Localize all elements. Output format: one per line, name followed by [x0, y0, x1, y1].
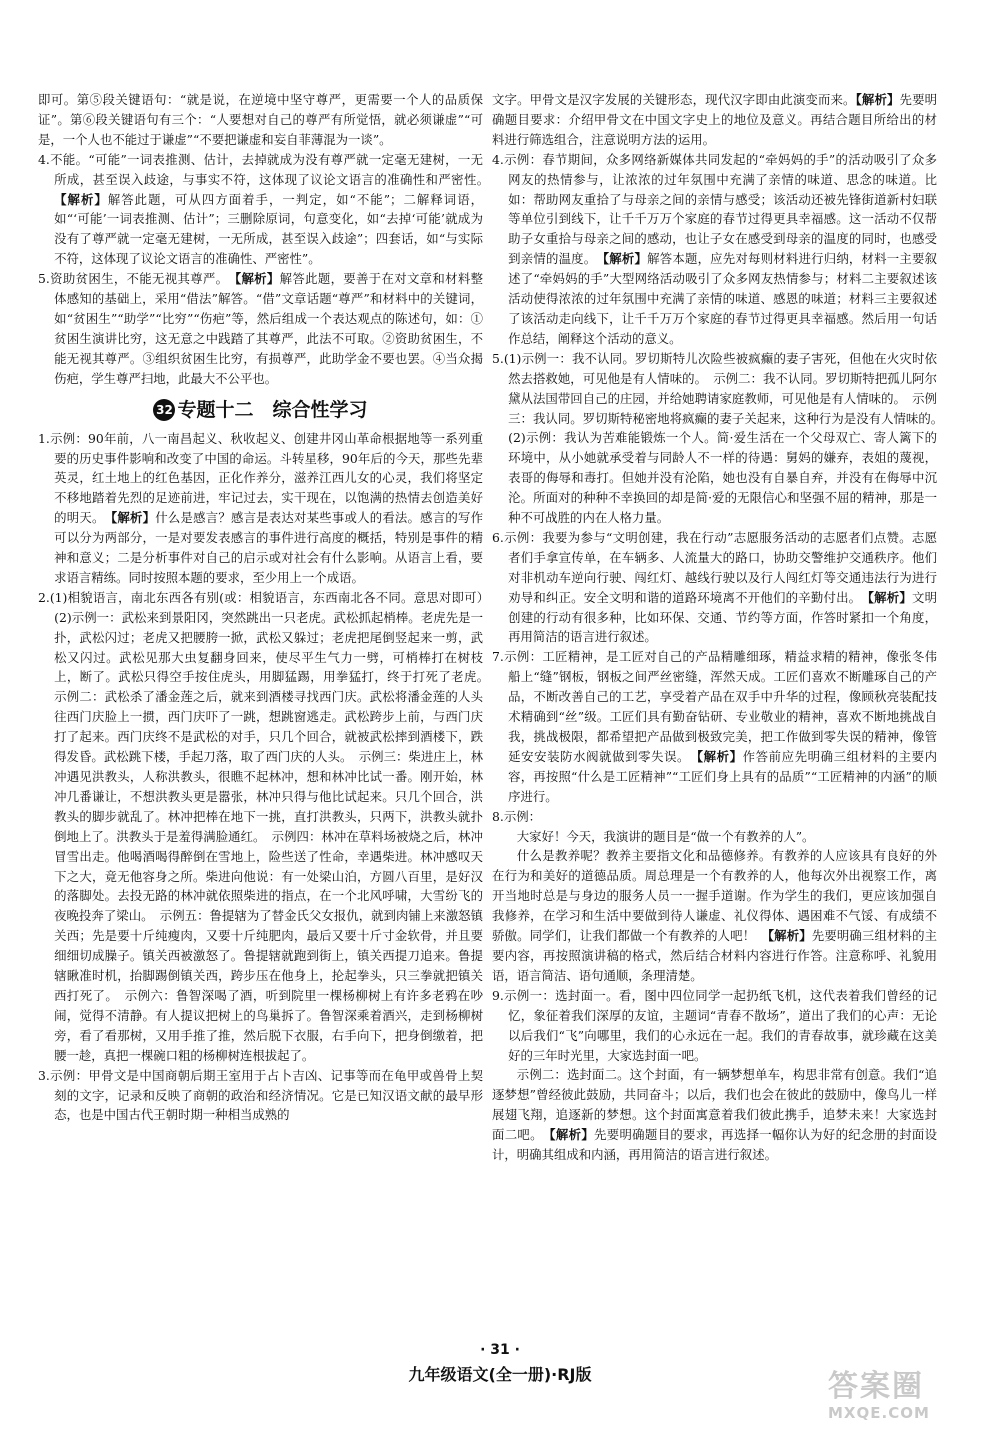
answer-item-3	[38, 1066, 483, 1126]
answer-text: 什么是教养呢？教养主要指文化和品德修养。有教养的人应该具有良好的外在行为和美好的道德品质。周总理是一个有教养的人，他每次外出视察工作，离开当地时总是与身边的服务人员一一握手道谢。作为学生的我们，更应该加强自我修养，在学习和生活中要做到待人谦虚、礼仪得体、遇困难不气馁、有成绩不骄傲。同学们，让我们都做一个有教养的人吧！	[492, 848, 937, 944]
item-number: 4.	[38, 151, 50, 167]
item-number: 2.	[38, 589, 50, 605]
answer-text: 示例：甲骨文是中国商朝后期王室用于占卜吉凶、记事等而在龟甲或兽骨上契刻的文字，记录和反映了商朝的政治和经济情况。它是已知汉语文献的最早形态，也是中国古代王朝时期一种相当成熟的	[49, 1067, 483, 1123]
watermark-text: 答案圈	[828, 1369, 924, 1404]
section-number-badge: 32	[153, 399, 175, 421]
analysis-text: 先要明确题目的要求，再选择一幅你认为好的纪念册的封面设计，明确其组成和内涵，再用简洁的语言进行叙述。	[492, 1127, 937, 1163]
analysis-text: 什么是感言？感言是表达对某些事或人的看法。感言的写作可以分为两部分，一是对要发表感言的事件进行高度的概括，特别是事件的精神和意义；二是分析事件对自己的启示或对社会有什么影响。从语言上看，要求语言精练。同时按照本题的要求，至少用上一个成语。	[54, 510, 484, 585]
analysis-label: 【解析】	[855, 92, 900, 107]
analysis-text: 解答此题，可从四方面着手，一判定，如“不能”；二解释词语，如“‘可能’一词表推测、估计”；三删除原词，句意变化，如“去掉‘可能’就成为没有了尊严就一定毫无建树，一无所成，甚至误入歧途”；四套话，如“与实际不符，这体现了议论文语言的准确性、严密性”。	[54, 191, 484, 267]
item-number: 8.	[492, 808, 504, 824]
item-number: 5.	[492, 350, 504, 366]
answer-continuation: 即可。第⑤段关键语句：“就是说，在逆境中坚守尊严，更需要一个人的品质保证”。第⑥段关键语句有三个：“人要想对自己的尊严有所觉悟，就必须谦虚”“可是，一个人也不能过于谦虚”“不要把谦虚和妄自菲薄混为一谈”。	[38, 92, 483, 147]
answer-item-2	[38, 588, 496, 1066]
analysis-label: 【解析】	[602, 251, 648, 267]
speech-paragraph: 大家好！今天，我演讲的题目是“做一个有教养的人”。	[516, 828, 815, 844]
analysis-label: 【解析】	[867, 589, 912, 605]
answer-item-6	[492, 528, 937, 647]
analysis-text: 先要明确三组材料的主要内容，再按照演讲稿的格式，然后结合材料内容进行作答。注意称呼、礼貌用语，语言简洁、语句通顺，条理清楚。	[492, 928, 938, 983]
answer-paragraph	[492, 1065, 937, 1165]
answer-text: 示例：我要为参与“文明创建，我在行动”志愿服务活动的志愿者们点赞。志愿者们手拿宣传单，在车辆多、人流量大的路口，协助交警维护交通秩序。他们对非机动车逆向行驶、闯红灯、越线行驶以及行人闯红灯等交通违法行为进行劝导和纠正。安全文明和谐的道路环境离不开他们的辛勤付出。	[503, 529, 937, 605]
answer-text: 示例一：选封面一。看，图中四位同学一起扔纸飞机，这代表着我们曾经的记忆，象征着我们深厚的友谊，主题词“青春不散场”，道出了我们的心声：无论以后我们“飞”向哪里，我们的心永远在一起。我们的青春故事，就珍藏在这美好的三年时光里，大家选封面一吧。	[503, 987, 937, 1063]
answer-item-5	[492, 349, 950, 528]
analysis-text: 解答本题，应先对每则材料进行归纳，材料一主要叙述了“牵妈妈的手”大型网络活动吸引了众多网友热情参与；材料二主要叙述该活动使得浓浓的过年氛围中充满了亲情的味道、感恩的味道；材料三主要叙述了该活动走向线下，让千千万万个家庭的春节过得更具幸福感。然后用一句话作总结，阐释这个活动的意义。	[508, 251, 938, 346]
answer-text: 示例：90年前，八一南昌起义、秋收起义、创建井冈山革命根据地等一系列重要的历史事件影响和改变了中国的命运。斗转星移，90年后的今天，那些先辈英灵，红土地上的红色基因，正化作养分，滋养江西儿女的心灵，我们将坚定不移地踏着先烈的足迹前进，牢记过去，实干现在，以饱满的热情去创造美好的明天。	[49, 430, 483, 526]
analysis-text: 解答此题，要善于在对文章和材料整体感知的基础上，采用“借法”解答。“借”文章话题“尊严”和材料中的关键词，如“贫困生”“助学”“比穷”“伤疤”等，然后组成一个表达观点的陈述句，如：①贫困生演讲比穷，这无意之中践踏了其尊严，此法不可取。②资助贫困生，不能无视其尊严。③组织贫困生比穷，有损尊严，此助学金不要也罢。④当众揭伤疤，学生尊严扫地，此最大不公平也。	[54, 271, 483, 386]
analysis-text: 作答前应先明确三组材料的主要内容，再按照“什么是工匠精神”“工匠们身上具有的品质”“工匠精神的内涵”的顺序进行。	[508, 748, 937, 804]
answer-text: (1)示例一：我不认同。罗切斯特儿次险些被疯癫的妻子害死，但他在火灾时依然去搭救她，可见他是有人情味的。 示例二：我不认同。罗切斯特把孤儿阿尔黛从法国带回自己的庄园，并给她聘请家庭教师，可见他是有人情味的。 示例三：我认同。罗切斯特秘密地将疯癫的妻子关起来，这种行为是没有人情味的。 (2)示例：我认为苦难能锻炼一个人。简·爱生活在一个父母双亡、寄人篱下的环境中，从小她就承受着与同龄人不一样的待遇：舅妈的嫌弃，表姐的蔑视，表哥的侮辱和毒打。但她并没有沦陷，她也没有自暴自弃，并没有在侮辱中沉沦。所面对的种种不幸换回的却是简·爱的无限信心和坚强不屈的精神，那是一种不可战胜的内在人格力量。	[503, 350, 950, 526]
speech-paragraph	[492, 846, 937, 985]
watermark-url: MXQE.COM	[828, 1404, 930, 1422]
item-number: 3.	[38, 1067, 50, 1083]
item-number: 4.	[492, 151, 504, 167]
analysis-label: 【解析】	[54, 191, 108, 207]
answer-text: (1)相貌语言，南北东西各有别(或：相貌语言，东西南北各不同。意思对即可） (2)示例一：武松来到景阳冈，突然跳出一只老虎。武松抓起梢棒。老虎先是一扑，武松闪过；老虎又把腰胯一掀，武松又躲过；老虎把尾倒竖起来一剪，武松又闪过。武松见那大虫复翻身回来，使尽平生气力一劈，可梢棒打在树枝上，断了。武松只得空手按住虎头，用脚猛踢，用拳猛打，终于打死了老虎。 示例二：武松杀了潘金莲之后，就来到酒楼寻找西门庆。武松将潘金莲的人头往西门庆脸上一掼，西门庆吓了一跳，想跳窗逃走。武松跨步上前，与西门庆打了起来。西门庆终不是武松的对手，只几个回合，就被武松摔到酒楼下，跌得发昏。武松跳下楼，手起刀落，取了西门庆的人头。 示例三：柴进庄上，林冲遇见洪教头，人称洪教头，很瞧不起林冲，想和林冲比试一番。刚开始，林冲几番谦让，不想洪教头更是嚣张，林冲只得与他比试起来。只几个回合，洪教头的脚步就乱了。林冲把棒在地下一挑，直打洪教头，只两下，洪教头就扑倒地上了。洪教头于是羞得满脸通红。 示例四：林冲在草料场被烧之后，林冲冒雪出走。他喝酒喝得醉倒在雪地上，险些送了性命，幸遇柴进。林冲感叹天下之大，竟无他容身之所。柴进向他说：有一处梁山泊，方圆八百里，是好汉的落脚处。去投无路的林冲就依照柴进的指点，在一个北风呼啸，大雪纷飞的夜晚投奔了梁山。 示例五：鲁提辖为了替金氏父女报仇，就到肉铺上来激怒镇关西；先是要十斤纯瘦肉，又要十斤纯肥肉，最后又要十斤寸金软骨，并且要细细切成臊子。镇关西被激怒了。鲁提辖就跑到街上，镇关西提刀追来。鲁提辖瞅准时机，抬脚踢倒镇关西，跨步压在他身上，抡起拳头，只三拳就把镇关西打死了。 示例六：鲁智深喝了酒，听到院里一棵杨柳树上有许多老鸦在吵闹，觉得不清静。有人提议把树上的鸟巢拆了。鲁智深乘着酒兴，走到杨柳树旁，看了看那树，又用手推了推，然后脱下衣服，右手向下，把身倒缴着，把腰一趁，真把一棵碗口粗的杨柳树连根拔起了。	[49, 589, 496, 1063]
analysis-label: 【解析】	[767, 928, 812, 944]
analysis-label: 【解析】	[111, 510, 156, 526]
answer-text: 文字。甲骨文是汉字发展的关键形态，现代汉字即由此演变而来。	[492, 92, 856, 107]
answer-item-4	[38, 150, 483, 269]
answer-text: 示例：春节期间，众多网络新媒体共同发起的“牵妈妈的手”的活动吸引了众多网友的热情参与，让浓浓的过年氛围中充满了亲情的味道、思念的味道。比如：帮助网友重拾了与母亲之间的亲情与感受；该活动还被先锋街道新村妇联等单位引到线下，让千千万万个家庭的春节过得更具幸福感。这一活动不仅帮助子女重拾与母亲之间的感动，也让子女在感受到母亲的温度的同时，也感受到亲情的温度。	[503, 151, 937, 267]
analysis-label: 【解析】	[234, 271, 280, 287]
item-number: 1.	[38, 430, 50, 446]
answer-text: 不能。“可能”一词表推测、估计，去掉就成为没有尊严就一定毫无建树，一无所成，甚至误入歧途，与事实不符，这体现了议论文语言的准确性和严密性。	[49, 151, 483, 187]
item-number: 9.	[492, 987, 504, 1003]
section-title: 专题十二 综合性学习	[177, 398, 368, 421]
left-column	[38, 90, 496, 1125]
section-heading	[38, 397, 483, 423]
answer-item-7	[492, 647, 937, 806]
item-number: 5.	[38, 271, 50, 287]
analysis-text: 文明创建的行动有很多种，比如环保、交通、节约等方面，作答时紧扣一个角度，再用简洁的语言进行叙述。	[508, 589, 938, 645]
item-number: 6.	[492, 529, 504, 545]
answer-item-1	[38, 429, 483, 588]
answer-item-8	[492, 807, 937, 827]
item-number: 7.	[492, 649, 504, 665]
analysis-text: 先要明确题目要求：介绍甲骨文在中国文字史上的地位及意义。再结合题目所给出的材料进行筛选组合，注意说明方法的运用。	[492, 92, 937, 147]
watermark-logo	[828, 1370, 978, 1430]
answer-text: 资助贫困生，不能无视其尊严。	[49, 271, 223, 287]
answer-item-9	[492, 986, 937, 1066]
answer-text: 示例：	[503, 808, 541, 824]
right-column	[492, 90, 950, 1165]
analysis-label: 【解析】	[696, 748, 743, 764]
analysis-label: 【解析】	[549, 1127, 595, 1143]
page-number: · 31 ·	[480, 1342, 520, 1358]
answer-text: 示例：工匠精神，是工匠对自己的产品精雕细琢，精益求精的精神，像张冬伟船上“缝”钢板，钢板之间严丝密缝，浑然天成。工匠们喜欢不断雕琢自己的产品，不断改善自己的工艺，享受着产品在双手中升华的过程，像顾秋亮装配技术精确到“丝”级。工匠们具有勤奋钻研、专业敬业的精神，喜欢不断地挑战自我，挑战极限，都希望把产品做到极致完美，把工作做到零失误的精神，像管延安安装防水阀就做到零失误。	[503, 649, 937, 764]
answer-continuation	[492, 90, 937, 150]
answer-text: 示例二：选封面二。这个封面，有一辆梦想单车，构思非常有创意。我们“追逐梦想”曾经彼此鼓励，共同奋斗；以后，我们也会在彼此的鼓励中，像鸟儿一样展翅飞翔，追逐新的梦想。这个封面寓意着我们彼此携手，追梦未来！大家选封面二吧。	[492, 1067, 937, 1143]
answer-item-4	[492, 150, 937, 349]
answer-item-5	[38, 269, 483, 388]
book-title: 九年级语文(全一册)·RJ版	[408, 1365, 592, 1384]
